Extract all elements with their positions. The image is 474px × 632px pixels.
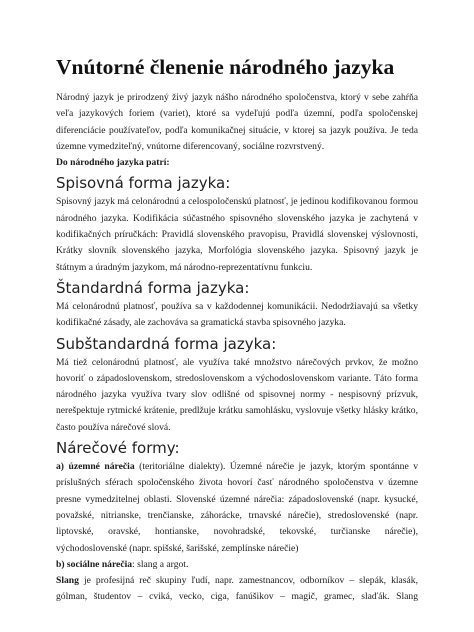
document-content xyxy=(56,54,418,606)
intro-paragraph: Národný jazyk je prirodzený živý jazyk nášho národného spoločenstva, ktorý v sebe zahŕňa veľa jazykových foriem (variet), ktoré sa vydeľujú podľa územní, podľa spoločenskej diferenciácie používateľov, podľa komunikačnej situácie, v ktorej sa jazyk používa. Je teda územne vymedziteľný, vnútorne diferencovaný, sociálne rozvrstvený. xyxy=(56,92,418,152)
belongs-label: Do národného jazyka patrí: xyxy=(56,157,170,169)
heading-standardna: Štandardná forma jazyka: xyxy=(56,278,250,297)
paragraph-socialne-narecia xyxy=(56,557,418,573)
paragraph-uzemne-narecia xyxy=(56,459,418,557)
heading-spisovna: Spisovná forma jazyka: xyxy=(56,174,231,193)
heading-substandardna: Subštandardná forma jazyka: xyxy=(56,334,277,353)
page-title: Vnútorné členenie národného jazyka xyxy=(56,55,395,79)
paragraph-standardna: Má celonárodnú platnosť, používa sa v každodennej komunikácii. Nedodržiavajú sa všetky kodifikačné zásady, ale zachováva sa gramatická stavba spisovného jazyka. xyxy=(56,300,418,329)
socialne-narecia-text: : slang a argot. xyxy=(132,558,189,570)
paragraph-slang xyxy=(56,573,418,606)
uzemne-narecia-text: (teritoriálne dialekty). Územné nárečie je jazyk, ktorým spontánne v príslušných sférach spoločenského života hovorí časť národného spoločenstva v územne presne vymedzitelnej oblasti. Slovenské územné nárečia: západoslovenské (napr. kysucké, považské, nitrianske, trenčianske, záhorácke, trnavské nárečie), stredoslovenské (napr. liptovské, oravské, hontianske, novohradské, tekovské, turčianske nárečie), východoslovenské (napr. spišské, šarišské, zemplínske nárečie) xyxy=(56,461,419,554)
heading-narecove: Nárečové formy: xyxy=(56,439,180,458)
slang-text: je profesijná reč skupiny ľudí, napr. zamestnancov, odborníkov – slepák, klasák, gólman, študentov – cviká, vecko, ciga, fanúšikov – magič, gramec, slaďák. Slang xyxy=(56,575,418,603)
uzemne-narecia-label: a) územné nárečia xyxy=(56,461,135,473)
paragraph-spisovna: Spisovný jazyk má celonárodnú a celospoločenskú platnosť, je jedinou kodifikovanou formou národného jazyka. Kodifikácia súčastného spisovného slovenského jazyka je zachytená v kodifikačných príručkách: Pravidlá slovenského pravopisu, Pravidlá slovenskej výslovnosti, Krátky slovník slovenského jazyka, Morfológia slovenského jazyka. Spisovný jazyk je štátnym a úradným jazykom, má národno-reprezentatívnu funkciu. xyxy=(56,196,418,273)
socialne-narecia-label: b) sociálne nárečia xyxy=(56,558,133,570)
slang-label: Slang xyxy=(56,575,79,587)
paragraph-substandardna: Má tiež celonárodnú platnosť, ale využíva také množstvo nárečových prvkov, že možno hovoriť o západoslovenskom, stredoslovenskom a východoslovenskom variante. Táto forma národného jazyka využíva tvary slov odlišné od spisovnej normy - nespisovný prízvuk, nerešpektuje rytmické krátenie, predlžuje krátku samohlásku, vyslovuje všetky hlásky krátko, často používa nárečové slová. xyxy=(56,356,418,433)
